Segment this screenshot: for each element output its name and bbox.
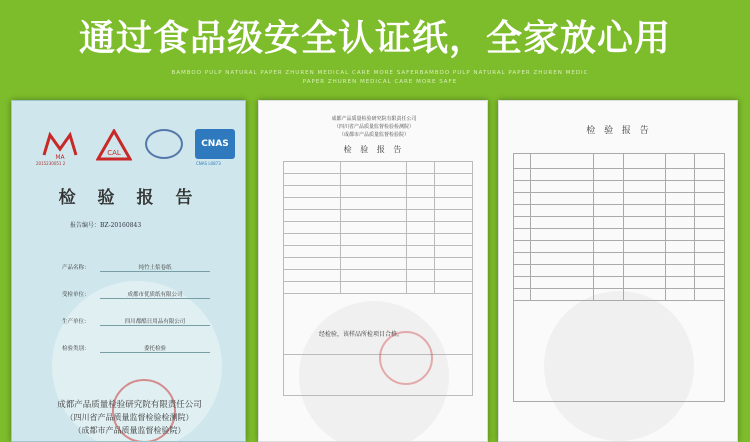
cal-logo — [96, 129, 132, 161]
ticker-line-1: BAMBOO PULP NATURAL PAPER ZHUREN MEDICAL CARE MORE SAFERBAMBOO PULP NATURAL PAPER ZHUREN MEDIC — [171, 70, 589, 76]
certificate-title: 检 验 报 告 — [58, 188, 201, 208]
field-inspection-type: 检验类别： 委托检验 — [62, 342, 222, 354]
report-header-line-3: （成都市产品质量监督检验院） — [338, 132, 409, 138]
headline: 通过食品级安全认证纸，全家放心用 — [78, 18, 671, 59]
certificate-cover — [11, 100, 246, 442]
issuer-line-2: （四川省产品质量监督检验检测院） — [65, 413, 194, 422]
report-conclusion: 经检验，该样品所检项目合格。 — [319, 331, 404, 338]
field-producer: 生产单位： 四川都酷日用品有限公司 — [62, 315, 222, 327]
svg-text:CAL: CAL — [107, 149, 121, 157]
results-title: 检 验 报 告 — [586, 126, 652, 136]
report-info-table — [283, 161, 473, 396]
cma-caption: 2015230051 2 — [36, 161, 66, 166]
ticker-line-2: PAPER ZHUREN MEDICAL CARE MORE SAFE — [302, 79, 458, 85]
inspection-results-page — [498, 100, 738, 442]
results-table — [513, 153, 725, 402]
issuer-line-1: 成都产品质量检验研究院有限责任公司 — [57, 400, 202, 410]
cnas-logo: CNAS — [195, 129, 235, 159]
report-number: 报告编号：BZ-20160843 — [70, 222, 142, 229]
issuer-line-3: （成都市产品质量监督检验院） — [73, 426, 186, 435]
field-product-name: 产品名称： 纯竹土浆卷纸 — [62, 261, 222, 273]
cnas-caption: CNAS L0873 — [196, 161, 221, 166]
cma-logo — [40, 129, 80, 161]
svg-text:MA: MA — [55, 154, 65, 161]
cmc-logo — [145, 129, 183, 159]
official-stamp — [379, 331, 433, 385]
inspection-report-page — [258, 100, 488, 442]
accreditation-logos — [30, 129, 230, 169]
report-header-line-2: （四川省产品质量监督检验检测院） — [333, 124, 414, 130]
report-title: 检 验 报 告 — [343, 145, 405, 154]
report-header-line-1: 成都产品质量检验研究院有限责任公司 — [331, 116, 417, 122]
field-inspected-unit: 受检单位： 成都市优质纸有限公司 — [62, 288, 222, 300]
